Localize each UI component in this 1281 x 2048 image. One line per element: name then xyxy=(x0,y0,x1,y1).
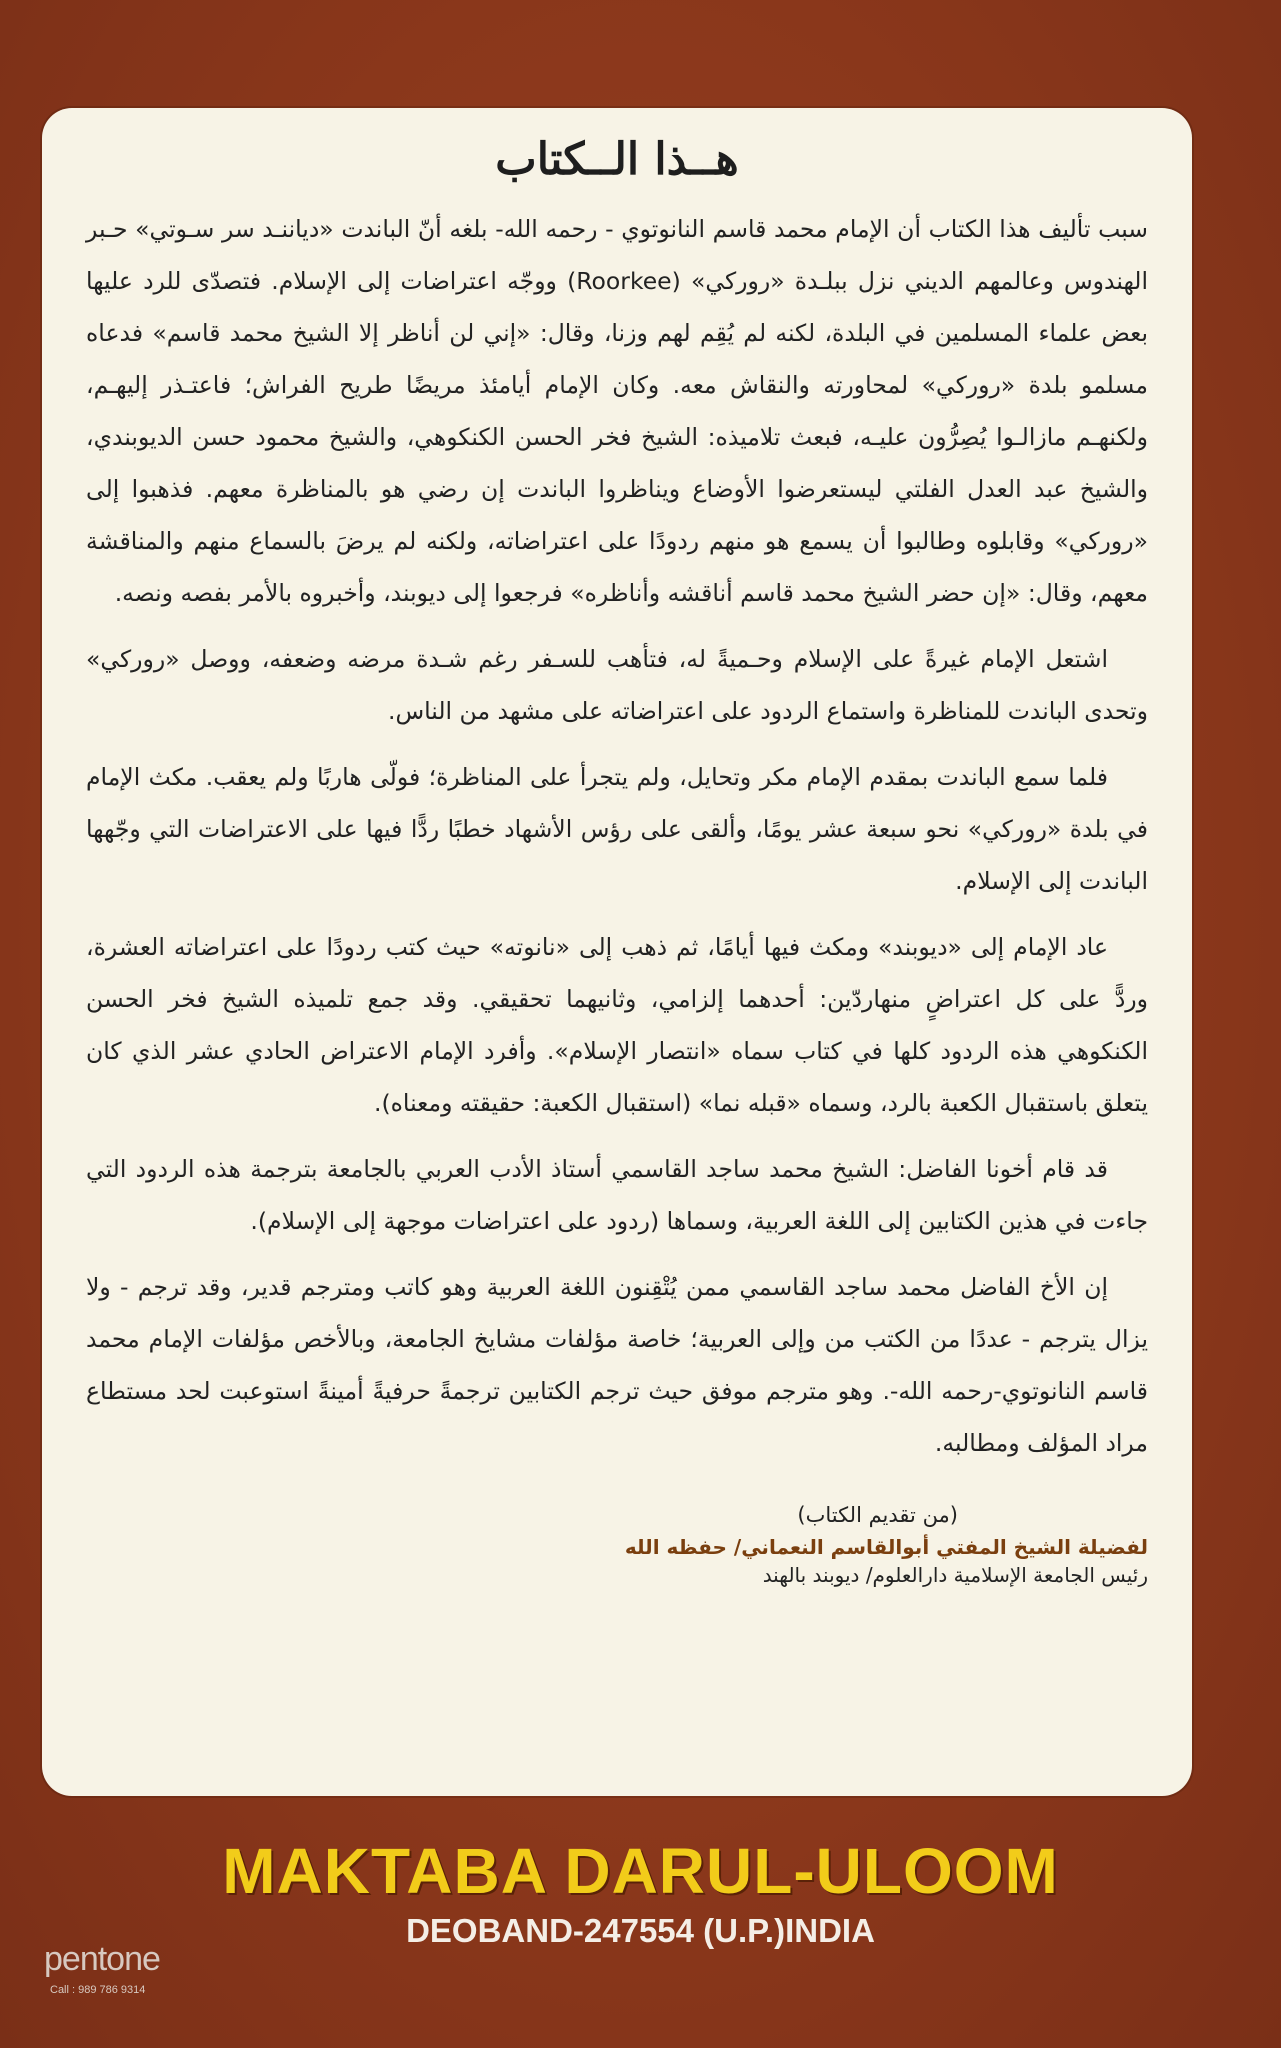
publisher-name: MAKTABA DARUL-ULOOM xyxy=(222,1835,1059,1907)
paragraph-4: عاد الإمام إلى «ديوبند» ومكث فيها أيامًا، ثم ذهب إلى «نانوته» حيث كتب ردودًا على اعتراضاته العشرة، وردًّ على كل اعتراضٍ منهاردّين: أحدهما إلزامي، وثانيهما تحقيقي. وقد جمع تلميذه الشيخ فخر الحسن الكنكوهي هذه الردود كلها في كتاب سماه «انتصار الإسلام». وأفرد الإمام الاعتراض الحادي عشر الذي كان يتعلق باستقبال الكعبة بالرد، وسماه «قبله نما» (استقبال الكعبة: حقيقته ومعناه). xyxy=(86,933,1148,1117)
publisher-address: DEOBAND-247554 (U.P.)INDIA xyxy=(406,1912,875,1949)
paragraph-1: سبب تأليف هذا الكتاب أن الإمام محمد قاسم النانوتوي - رحمه الله- بلغه أنّ الباندت «دياننـد سر سـوتي» حـبر الهندوس وعالمهم الديني نزل ببلـدة «روركي» (Roorkee) ووجّه اعتراضات إلى الإسلام. فتصدّى للرد عليها بعض علماء المسلمين في البلدة، لكنه لم يُقِم لهم وزنا، وقال: «إني لن أناظر إلا الشيخ محمد قاسم» فدعاه مسلمو بلدة «روركي» لمحاورته والنقاش معه. وكان الإمام أيامئذ مريضًا طريح الفراش؛ فاعتـذر إليهـم، ولكنهـم مازالـوا يُصِرُّون عليـه، فبعث تلاميذه: الشيخ فخر الحسن الكنكوهي، والشيخ محمود حسن الديوبندي، والشيخ عبد العدل الفلتي ليستعرضوا الأوضاع ويناظروا الباندت إن رضي هو بالمناظرة معهم. فذهبوا إلى «روركي» وقابلوه وطالبوا أن يسمع هو منهم ردودًا على اعتراضاته، ولكنه لم يرضَ بالسماع منهم والمناقشة معهم، وقال: «إن حضر الشيخ محمد قاسم أناقشه وأناظره» فرجعوا إلى ديوبند، وأخبروه بالأمر بفصه ونصه. xyxy=(86,215,1148,607)
paragraph-5: قد قام أخونا الفاضل: الشيخ محمد ساجد القاسمي أستاذ الأدب العربي بالجامعة بترجمة هذه الردود التي جاءت في هذين الكتابين إلى اللغة العربية، وسماها (ردود على اعتراضات موجهة إلى الإسلام). xyxy=(86,1155,1148,1235)
paragraph-6: إن الأخ الفاضل محمد ساجد القاسمي ممن يُتْقِنون اللغة العربية وهو كاتب ومترجم قدير، وقد ترجم - ولا يزال يترجم - عددًا من الكتب من وإلى العربية؛ خاصة مؤلفات مشايخ الجامعة، وبالأخص مؤلفات الإمام محمد قاسم النانوتوي-رحمه الله-. وهو مترجم موفق حيث ترجم الكتابين ترجمةً حرفيةً أمينةً استوعبت لحد مستطاع مراد المؤلف ومطالبه. xyxy=(86,1273,1148,1457)
paragraph-3: فلما سمع الباندت بمقدم الإمام مكر وتحايل، ولم يتجرأ على المناظرة؛ فولّى هاربًا ولم يعقب. مكث الإمام في بلدة «روركي» نحو سبعة عشر يومًا، وألقى على رؤس الأشهاد خطبًا ردًّا فيها على الاعتراضات التي وجّهها الباندت إلى الإسلام. xyxy=(86,763,1148,895)
book-description-panel xyxy=(42,108,1192,1796)
panel-title: هــذا الــكتاب xyxy=(495,134,739,185)
author-name: لفضيلة الشيخ المفتي أبوالقاسم النعماني/ حفظه الله xyxy=(624,1535,1148,1559)
printer-phone: Call : 989 786 9314 xyxy=(50,1984,146,1996)
author-role: رئيس الجامعة الإسلامية دارالعلوم/ ديوبند بالهند xyxy=(762,1563,1148,1587)
source-note: (من تقديم الكتاب) xyxy=(797,1503,958,1527)
paragraph-2: اشتعل الإمام غيرةً على الإسلام وحـميةً له، فتأهب للسـفر رغم شـدة مرضه وضعفه، ووصل «روركي» وتحدى الباندت للمناظرة واستماع الردود على اعتراضاته على مشهد من الناس. xyxy=(86,645,1148,725)
printer-logo: pentone xyxy=(44,1940,160,1978)
